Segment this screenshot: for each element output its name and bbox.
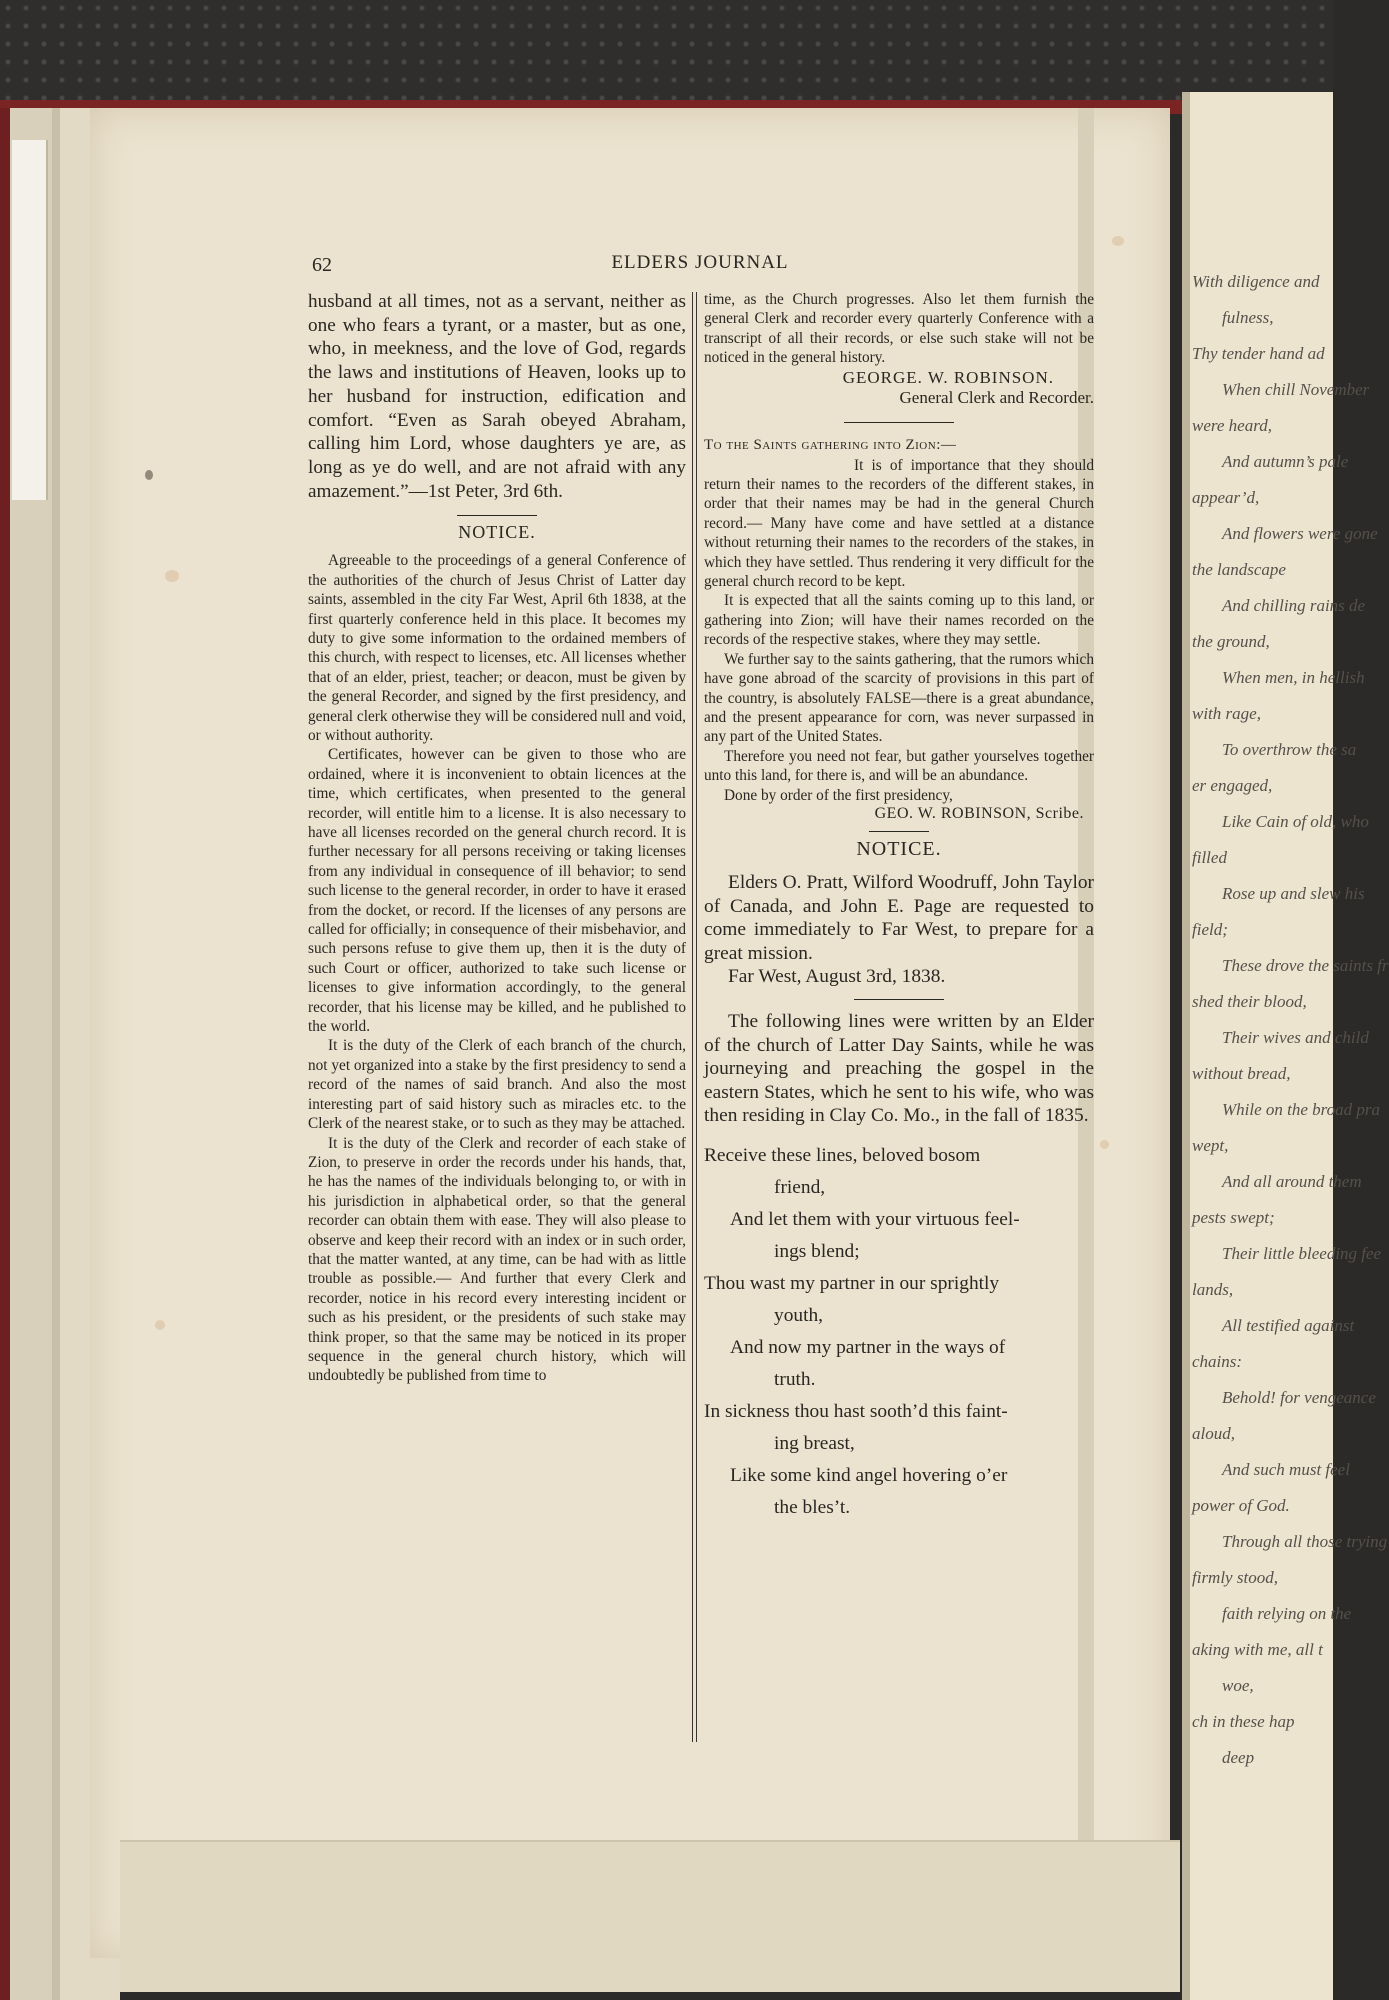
poem-line: the bles’t. bbox=[774, 1496, 851, 1518]
poem-line: Thou wast my partner in our sprightly bbox=[704, 1272, 1000, 1294]
poem-couplet bbox=[704, 1332, 1094, 1396]
saints-paragraph: It is of importance that they should return their names to the recorders of the different stakes, in order that their names may be had in the general Church record.— Many have come and have settled at a distance without returning their names to the recorders of the stakes, in which they have settled. Thus rendering it very difficult for the general church record to be kept. bbox=[704, 456, 1094, 591]
saints-paragraph: Done by order of the first presidency, bbox=[724, 786, 953, 804]
section-rule bbox=[844, 422, 954, 423]
journal-title: ELDERS JOURNAL bbox=[611, 252, 789, 273]
stain-mark bbox=[165, 570, 179, 582]
next-page-line: er engaged, bbox=[1192, 776, 1273, 795]
poem-intro: The following lines were written by an Elder of the church of Latter Day Saints, while he was journeying and preaching the gospel in the eastern States, which he sent to his wife, who was then residing in Clay Co. Mo., in the fall of 1835. bbox=[704, 1010, 1094, 1127]
next-page-line: And autumn’s pale bbox=[1222, 452, 1349, 471]
next-page-line: And all around them bbox=[1222, 1172, 1362, 1191]
next-page-line: Through all those trying bbox=[1222, 1532, 1388, 1551]
next-page-line: lands, bbox=[1192, 1280, 1234, 1299]
poem-line: truth. bbox=[774, 1368, 816, 1390]
right-column bbox=[704, 290, 1094, 1524]
poem-line: And let them with your virtuous feel- bbox=[730, 1208, 1020, 1230]
saints-paragraph: We further say to the saints gathering, that the rumors which have gone abroad of the scarcity of provisions in this part of the country, is absolutely FALSE—there is a great abundance, and the present appearance for corn, was never surpassed in any part of the United States. bbox=[704, 650, 1094, 746]
next-page-line: firmly stood, bbox=[1192, 1568, 1278, 1587]
section-rule bbox=[854, 999, 944, 1000]
next-page-line: Their wives and child bbox=[1222, 1028, 1369, 1047]
next-page-line: appear’d, bbox=[1192, 488, 1260, 507]
opening-paragraph: husband at all times, not as a servant, neither as one who fears a tyrant, or a master, but as one, who, in meekness, and the love of God, regards the laws and institutions of Heaven, looks up to her husband for instruction, edification and comfort. “Even as Sarah obeyed Abraham, calling him Lord, whose daughters ye are, as long as ye do well, and are not afraid with any amazement.”—1st Peter, 3rd 6th. bbox=[308, 291, 686, 502]
left-column bbox=[308, 290, 686, 1386]
next-page-line: wept, bbox=[1192, 1136, 1229, 1155]
left-inserted-slip bbox=[12, 140, 48, 500]
next-page-line: With diligence and bbox=[1192, 272, 1320, 291]
notice-heading: NOTICE. bbox=[856, 837, 942, 860]
stain-mark bbox=[155, 1320, 165, 1330]
scribe-signature: GEO. W. ROBINSON, Scribe. bbox=[874, 804, 1084, 822]
next-page-line: While on the broad pra bbox=[1222, 1100, 1381, 1119]
poem-line: And now my partner in the ways of bbox=[730, 1336, 1006, 1358]
poem-couplet bbox=[704, 1396, 1094, 1460]
poem-line: ing breast, bbox=[774, 1432, 855, 1454]
next-page-line: with rage, bbox=[1192, 704, 1261, 723]
next-page-line: were heard, bbox=[1192, 416, 1272, 435]
notice-text: Elders O. Pratt, Wilford Woodruff, John Taylor of Canada, and John E. Page are requested to come immediately to Far West, to prepare for a great mission. bbox=[704, 871, 1094, 964]
next-page-line: filled bbox=[1192, 848, 1227, 867]
poem-line: ings blend; bbox=[774, 1240, 860, 1262]
next-page-line: Thy tender hand ad bbox=[1192, 344, 1325, 363]
page-number: 62 bbox=[312, 254, 332, 276]
section-rule bbox=[869, 831, 929, 832]
next-page-line: faith relying on the bbox=[1222, 1604, 1352, 1623]
background-texture bbox=[0, 0, 1333, 110]
next-page-line: Behold! for vengeance bbox=[1222, 1388, 1376, 1407]
next-page-line: the landscape bbox=[1192, 560, 1286, 579]
stain-mark bbox=[1112, 236, 1124, 246]
next-page-line: pests swept; bbox=[1192, 1208, 1275, 1227]
stain-mark bbox=[1100, 1140, 1109, 1149]
next-page-line: And flowers were gone bbox=[1222, 524, 1378, 543]
next-page-line: These drove the saints fr bbox=[1222, 956, 1389, 975]
saints-paragraph: It is expected that all the saints coming up to this land, or gathering into Zion; will have their names recorded on the records of the respective stakes, where they may settle. bbox=[704, 592, 1094, 649]
poem-couplet bbox=[704, 1204, 1094, 1268]
signature-name: GEORGE. W. ROBINSON. bbox=[842, 367, 1054, 387]
next-page-line: And chilling rains de bbox=[1222, 596, 1366, 615]
next-page-line: When chill November bbox=[1222, 380, 1370, 399]
next-page-line: woe, bbox=[1222, 1676, 1254, 1695]
next-page-line: power of God. bbox=[1192, 1496, 1290, 1515]
page-bottom-fold bbox=[120, 1840, 1180, 1992]
next-page bbox=[1182, 92, 1389, 2000]
notice-paragraph: Agreeable to the proceedings of a general Conference of the authorities of the church of Jesus Christ of Latter day saints, assembled in the city Far West, April 6th 1838, at the first quarterly conference held in this place. It becomes my duty to give some information to the ordained members of this church, with respect to licenses, etc. All licenses whether that of an elder, priest, teacher; or deacon, must be given by the general Recorder, and signed by the first presidency, and general clerk otherwise they will be considered null and void, or without authority. bbox=[308, 552, 686, 744]
poem-couplet bbox=[704, 1268, 1094, 1332]
next-page-line: And such must feel bbox=[1222, 1460, 1350, 1479]
next-page-line: To overthrow the sa bbox=[1222, 740, 1357, 759]
poem-couplet bbox=[704, 1140, 1094, 1204]
next-page-line: aking with me, all t bbox=[1192, 1640, 1323, 1659]
next-page-line: chains: bbox=[1192, 1352, 1243, 1371]
notice-paragraph: It is the duty of the Clerk of each branch of the church, not yet organized into a stake by the first presidency to send a record of the names of said branch. And also the most interesting part of said history such as miracles etc. to the Clerk of the nearest stake, or to such as they may be attached. bbox=[308, 1037, 686, 1133]
next-page-line: ch in these hap bbox=[1192, 1712, 1295, 1731]
poem-line: In sickness thou hast sooth’d this faint- bbox=[704, 1400, 1008, 1422]
notice-heading: NOTICE. bbox=[458, 522, 536, 543]
next-page-line: All testified against bbox=[1222, 1316, 1355, 1335]
next-page-line: shed their blood, bbox=[1192, 992, 1307, 1011]
section-rule bbox=[457, 515, 537, 516]
continuation-paragraph: time, as the Church progresses. Also let them furnish the general Clerk and recorder every quarterly Conference with a transcript of all their records, or else such stake will not be noticed in the general history. bbox=[704, 291, 1094, 367]
next-page-line: deep bbox=[1222, 1748, 1255, 1767]
next-page-line: Like Cain of old, who bbox=[1222, 812, 1369, 831]
notice-paragraph: Certificates, however can be given to those who are ordained, where it is inconvenient to obtain licences at the time, which certificates, when presented to the general recorder, will entitle him to a license. It is also necessary to have all licenses recorded on the general church record. It is further necessary for all persons receiving or taking licenses from any individual in consequence of ill behavior; to send such license to the general recorder, in order to have it erased from the docket, or record. If the licenses of any persons are called for officially; in consequence of their misbehavior, and such persons refuse to give them up, then it is the duty of such Court or officer, authorized to take such license or licenses to give information accordingly, to the general recorder, that his license may be killed, and he published to the world. bbox=[308, 746, 686, 1036]
next-page-line: field; bbox=[1192, 920, 1228, 939]
saints-heading: To the Saints gathering into Zion:— bbox=[704, 436, 957, 453]
poem-line: Receive these lines, beloved bosom bbox=[704, 1144, 981, 1166]
poem-line: Like some kind angel hovering o’er bbox=[730, 1464, 1008, 1486]
poem-couplet bbox=[704, 1460, 1094, 1524]
next-page-line: aloud, bbox=[1192, 1424, 1235, 1443]
poem-line: youth, bbox=[774, 1304, 824, 1326]
next-page-line: Rose up and slew his bbox=[1222, 884, 1365, 903]
next-page-line: the ground, bbox=[1192, 632, 1270, 651]
poem-line: friend, bbox=[774, 1176, 826, 1198]
column-divider bbox=[692, 292, 694, 1742]
notice-date: Far West, August 3rd, 1838. bbox=[728, 966, 946, 988]
next-page-line: fulness, bbox=[1222, 308, 1274, 327]
signature-title: General Clerk and Recorder. bbox=[899, 387, 1094, 407]
stain-mark bbox=[145, 470, 153, 480]
notice-paragraph: It is the duty of the Clerk and recorder of each stake of Zion, to preserve in order the records under his hands, that, he has the names of the individuals belonging to, or with in his jurisdiction in alphabetical order, so that the general recorder can obtain them with ease. They will also please to observe and keep their record with an index or in such order, that the matter wanted, at any time, can be had with as little trouble as possible.— And further that every Clerk and recorder, notice in his record every interesting incident or such as his president, or the presidents of such stake may think proper, so that the same may be noticed in its proper sequence in the general church history, which will undoubtedly be published from time to bbox=[308, 1134, 686, 1385]
next-page-line: Their little bleeding fee bbox=[1222, 1244, 1382, 1263]
saints-paragraph: Therefore you need not fear, but gather yourselves together unto this land, for there is, and will be an abundance. bbox=[704, 747, 1094, 785]
column-divider bbox=[696, 292, 698, 1742]
next-page-line: When men, in hellish bbox=[1222, 668, 1365, 687]
next-page-line: without bread, bbox=[1192, 1064, 1291, 1083]
